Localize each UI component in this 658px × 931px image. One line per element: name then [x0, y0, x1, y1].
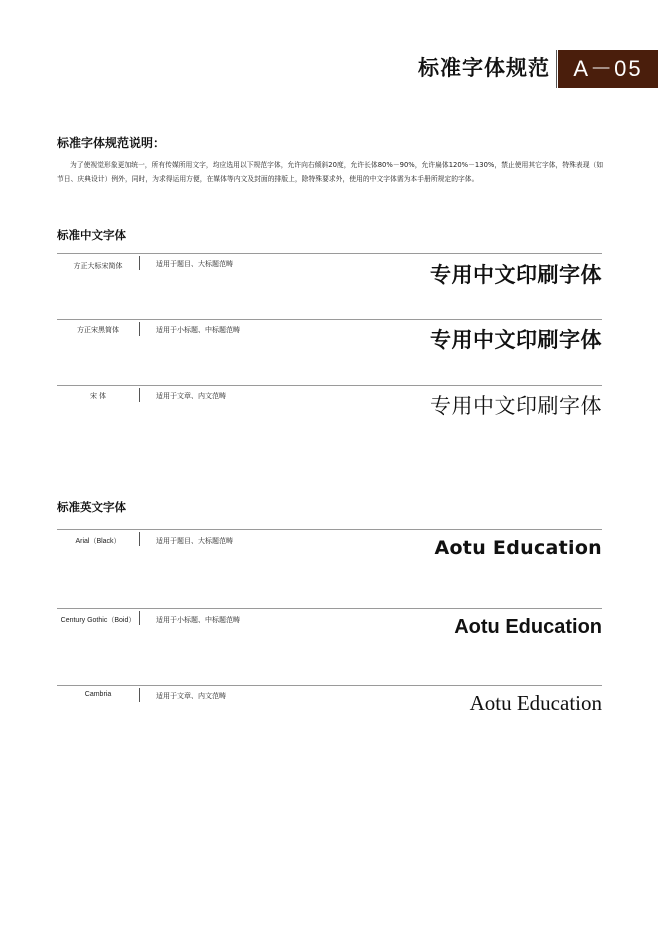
row-tick — [139, 532, 140, 546]
font-name: 方正大标宋简体 — [73, 263, 123, 270]
font-usage: 适用于题目、大标题范畴 — [156, 537, 233, 545]
font-name: Cambria — [84, 691, 112, 698]
row-tick — [139, 688, 140, 702]
font-usage: 适用于题目、大标题范畴 — [156, 260, 233, 268]
font-sample: 专用中文印刷字体 — [430, 394, 602, 418]
font-sample: Aotu Education — [469, 691, 602, 715]
font-name: 方正宋黑简体 — [77, 327, 119, 334]
row-divider — [57, 253, 602, 254]
font-name: Century Gothic（Boid） — [60, 617, 136, 624]
row-divider — [57, 685, 602, 686]
font-usage: 适用于文章、内文范畴 — [156, 392, 226, 400]
page-title: 标准字体规范 — [418, 56, 550, 80]
header-divider — [556, 50, 557, 88]
row-tick — [139, 256, 140, 270]
font-usage: 适用于文章、内文范畴 — [156, 692, 226, 700]
font-name: Arial（Black） — [75, 538, 121, 545]
chinese-section-title: 标准中文字体 — [57, 228, 126, 242]
row-divider — [57, 385, 602, 386]
row-tick — [139, 611, 140, 625]
row-tick — [139, 322, 140, 336]
row-tick — [139, 388, 140, 402]
font-sample: Aotu Education — [434, 537, 602, 559]
row-divider — [57, 608, 602, 609]
intro-heading: 标准字体规范说明： — [57, 136, 166, 150]
english-section-title: 标准英文字体 — [57, 500, 126, 514]
font-usage: 适用于小标题、中标题范畴 — [156, 326, 240, 334]
intro-body: 为了使视觉形象更加统一，所有传媒所用文字，均应选用以下规范字体，允许向右倾斜20度，允许长体80%－90%，允许扁体120%－130%，禁止使用其它字体，特殊表现（如节日、庆典设计）例外，同时，为求得运用方便，在媒体等内文及封面的排版上，除特殊要求外，使用的中文字体需为本手册所规定的字体。 — [57, 161, 604, 183]
page-code-badge: A－05 — [558, 50, 658, 88]
font-sample: 专用中文印刷字体 — [430, 263, 602, 287]
font-sample: Aotu Education — [454, 616, 602, 638]
font-name: 宋 体 — [90, 393, 106, 400]
font-usage: 适用于小标题、中标题范畴 — [156, 616, 240, 624]
row-divider — [57, 319, 602, 320]
row-divider — [57, 529, 602, 530]
font-sample: 专用中文印刷字体 — [430, 328, 602, 352]
